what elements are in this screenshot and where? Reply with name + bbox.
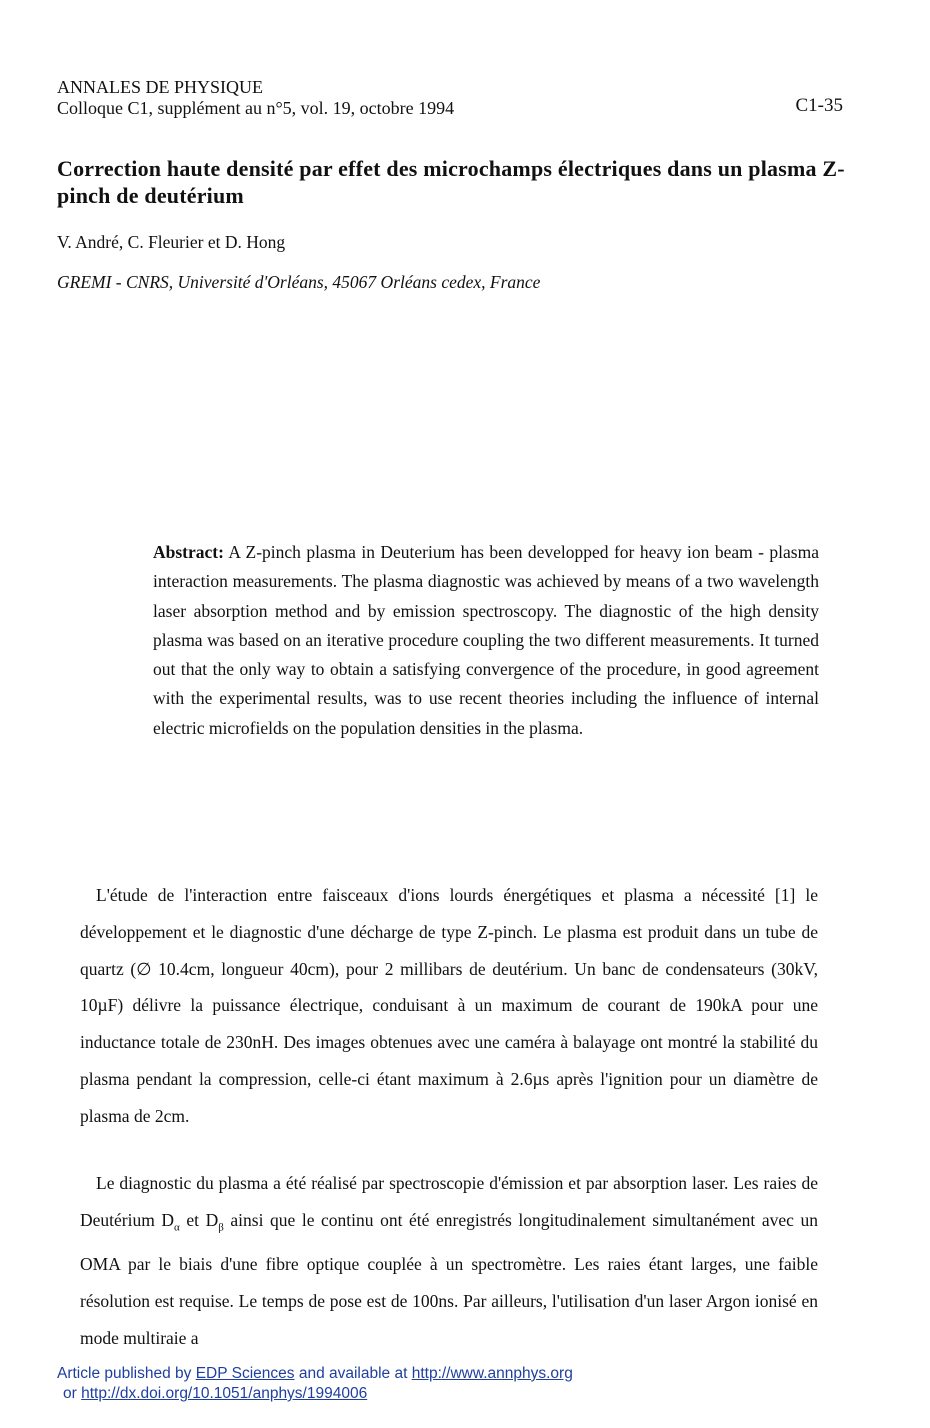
author-list: V. André, C. Fleurier et D. Hong (57, 232, 286, 252)
d-beta-subscript: β (218, 1221, 224, 1234)
site-link[interactable]: http://www.annphys.org (411, 1365, 573, 1382)
d-alpha-subscript: α (174, 1221, 180, 1234)
footer-line-1 (57, 1364, 573, 1384)
paragraph-2-text-c: ainsi que le continu ont été enregistrés longitudinalement simultanément avec un OMA par le biais d'une fibre optique couplée à un spectromètre. Les raies étant larges, une faible résolution est requise. Le temps de pose est de 100ns. Par ailleurs, l'utilisation d'un laser Argon ionisé en mode multiraie a (80, 1209, 818, 1348)
paragraph-2-text-b: et D (179, 1209, 219, 1230)
footer-prefix: Article published by (57, 1365, 196, 1382)
journal-header (57, 77, 454, 119)
page-number: C1-35 (795, 95, 843, 116)
abstract (153, 538, 819, 743)
doi-link[interactable]: http://dx.doi.org/10.1051/anphys/1994006 (81, 1385, 368, 1402)
abstract-label: Abstract: (153, 542, 224, 562)
affiliation: GREMI - CNRS, Université d'Orléans, 45067 Orléans cedex, France (57, 272, 541, 292)
footer-mid: and available at (294, 1365, 412, 1382)
footer-line-2 (57, 1384, 573, 1404)
abstract-text: A Z-pinch plasma in Deuterium has been developped for heavy ion beam - plasma interaction measurements. The plasma diagnostic was achieved by means of a two wavelength laser absorption method and by emission spectroscopy. The diagnostic of the high density plasma was based on an iterative procedure coupling the two different measurements. It turned out that the only way to obtain a satisfying convergence of the procedure, in good agreement with the experimental results, was to use recent theories including the influence of internal electric microfields on the population densities in the plasma. (153, 542, 819, 738)
footer-or: or (63, 1385, 82, 1402)
publisher-link[interactable]: EDP Sciences (195, 1365, 295, 1382)
paragraph-2-text-a: Le diagnostic du plasma a été réalisé par spectroscopie d'émission et par absorption laser. Les raies de Deutérium D (80, 1173, 818, 1230)
publication-footer (57, 1364, 573, 1404)
body-paragraph-1: L'étude de l'interaction entre faisceaux d'ions lourds énergétiques et plasma a nécessité [1] le développement et le diagnostic d'une décharge de type Z-pinch. Le plasma est produit dans un tube de quartz (∅ 10.4cm, longueur 40cm), pour 2 millibars de deutérium. Un banc de condensateurs (30kV, 10µF) délivre la puissance électrique, conduisant à un maximum de courant de 190kA pour une inductance totale de 230nH. Des images obtenues avec une caméra à balayage ont montré la stabilité du plasma pendant la compression, celle-ci étant maximum à 2.6µs après l'ignition pour un diamètre de plasma de 2cm. (80, 885, 818, 1126)
body-paragraph-2 (80, 1165, 818, 1356)
journal-name: ANNALES DE PHYSIQUE (57, 77, 263, 97)
journal-issue: Colloque C1, supplément au n°5, vol. 19, octobre 1994 (57, 98, 455, 118)
paper-title: Correction haute densité par effet des microchamps électriques dans un plasma Z-pinch de deutérium (57, 156, 845, 208)
